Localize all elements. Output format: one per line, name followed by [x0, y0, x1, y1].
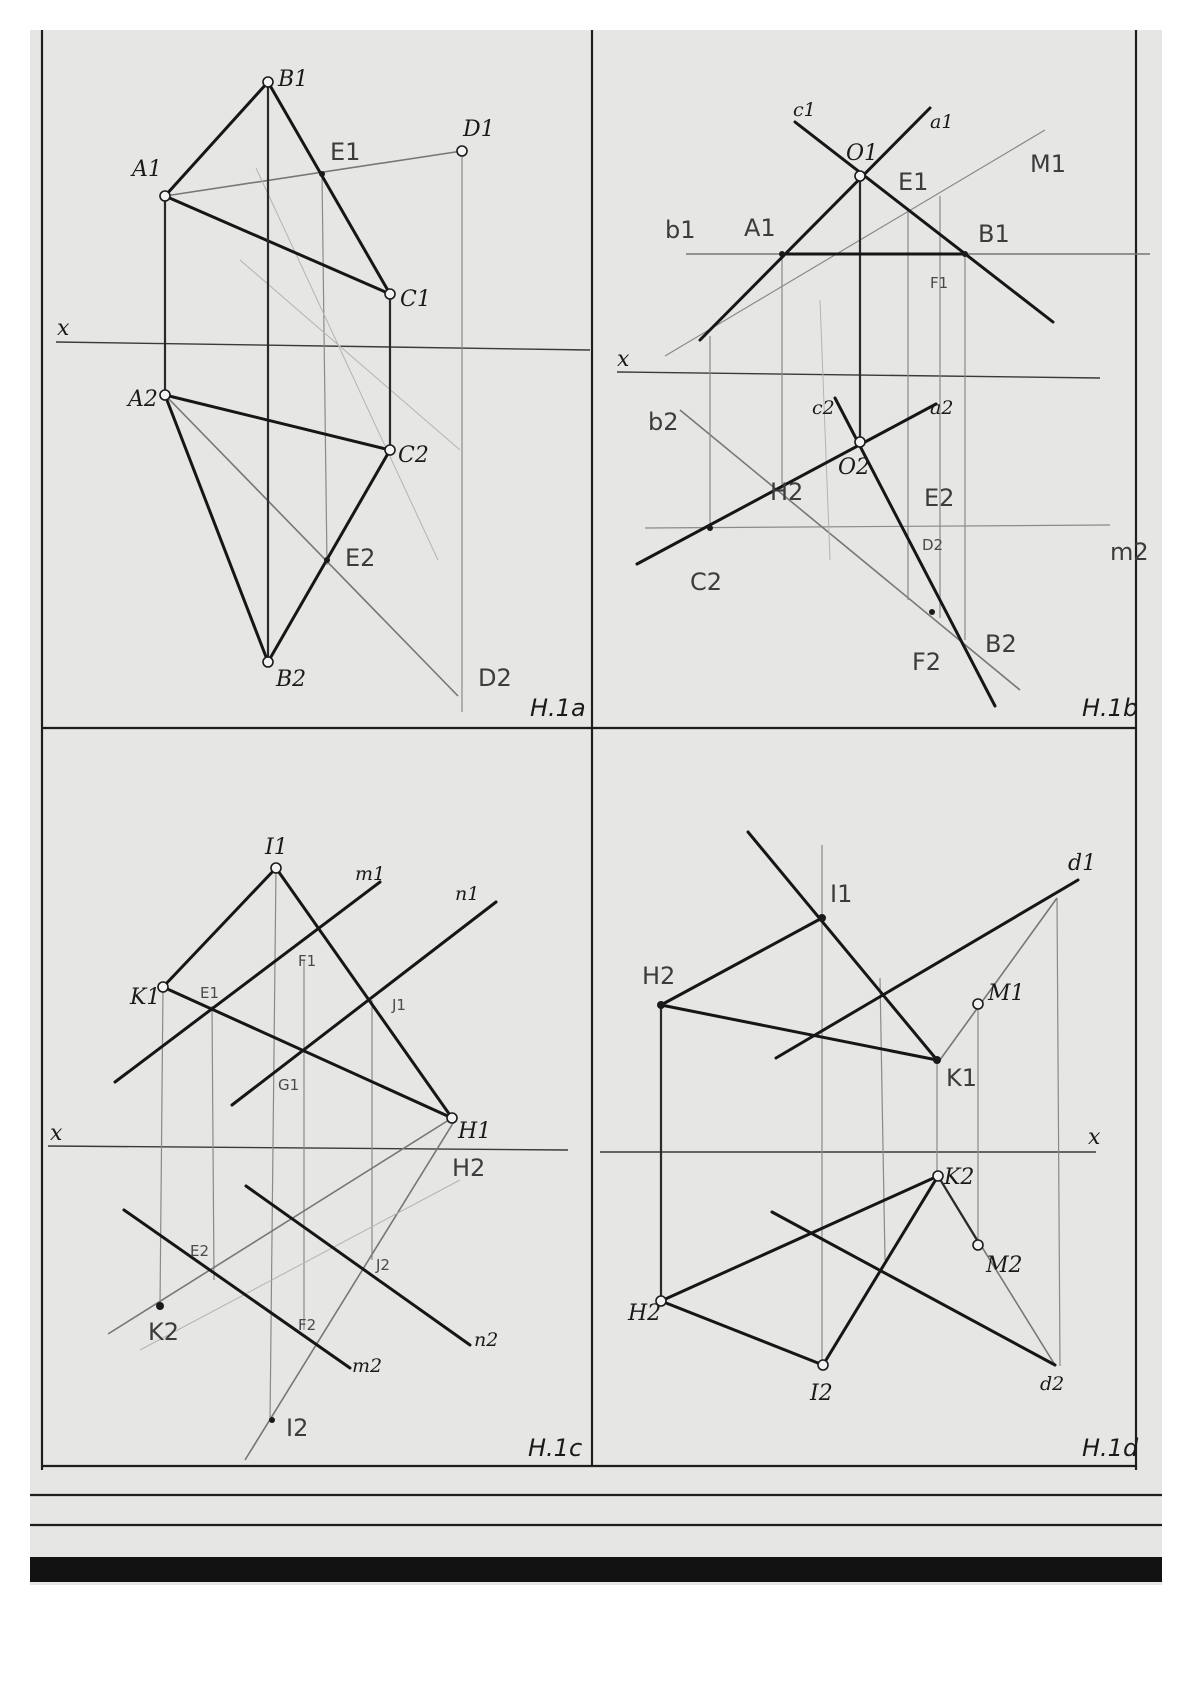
label-H2p-1d: H2 [628, 1301, 662, 1326]
label-m2-1c: m2 [352, 1355, 383, 1377]
handlabel-D2-1a: D2 [478, 664, 512, 692]
label-m1-1c: m1 [355, 863, 386, 885]
panel-label-1c: H.1c [528, 1434, 583, 1462]
label-c2-1b: c2 [812, 397, 835, 419]
label-I1-1c: I1 [265, 835, 288, 860]
label-B1-1a: B1 [278, 67, 309, 92]
label-a1-1b: a1 [930, 111, 954, 133]
label-I2-1d: I2 [810, 1381, 833, 1406]
label-A1-1a: A1 [132, 157, 162, 182]
handlabel-E1-1a: E1 [330, 138, 361, 166]
axis-label-1c: x [50, 1121, 63, 1146]
table-edge [30, 1557, 1162, 1582]
handlabel-J1-1c: J1 [392, 996, 406, 1014]
label-B2-1a: B2 [276, 667, 307, 692]
label-d2-1d: d2 [1040, 1373, 1065, 1395]
handlabel-b2-1b: b2 [648, 408, 679, 436]
label-C1-1a: C1 [400, 287, 431, 312]
handlabel-K1-1d: K1 [946, 1064, 978, 1092]
handlabel-F2-1c: F2 [298, 1316, 317, 1334]
axis-label-1a: x [57, 316, 70, 341]
label-C2-1a: C2 [398, 443, 429, 468]
label-M2-1d: M2 [986, 1253, 1023, 1278]
handlabel-I2-1c: I2 [286, 1414, 309, 1442]
label-H1-1c: H1 [458, 1119, 492, 1144]
panel-label-1b: H.1b [1082, 694, 1139, 722]
handlabel-I1-1d: I1 [830, 880, 853, 908]
handlabel-H2-1b: H2 [770, 478, 804, 506]
label-K2-1d: K2 [944, 1165, 975, 1190]
handlabel-E2-1a: E2 [345, 544, 376, 572]
handlabel-m2-1b: m2 [1110, 538, 1149, 566]
handlabel-F1-1c: F1 [298, 952, 317, 970]
label-K1-1c: K1 [130, 985, 161, 1010]
handlabel-C2-1b: C2 [690, 568, 723, 596]
label-O2-1b: O2 [838, 455, 871, 480]
handlabel-F2-1b: F2 [912, 648, 942, 676]
handlabel-H2-1d: H2 [642, 962, 676, 990]
handlabel-D2-1b: D2 [922, 536, 944, 554]
handlabel-B2-1b: B2 [985, 630, 1017, 658]
handlabel-K2-1c: K2 [148, 1318, 180, 1346]
handlabel-G1-1c: G1 [278, 1076, 300, 1094]
label-d1-1d: d1 [1068, 851, 1097, 876]
label-D1-1a: D1 [463, 117, 495, 142]
panel-label-1a: H.1a [530, 694, 586, 722]
label-M1-1d: M1 [988, 981, 1025, 1006]
handlabel-B1-1b: B1 [978, 220, 1010, 248]
label-O1-1b: O1 [846, 141, 879, 166]
label-a2-1b: a2 [930, 397, 954, 419]
handlabel-H2-1c: H2 [452, 1154, 486, 1182]
handlabel-A1-1b: A1 [744, 214, 776, 242]
label-n1-1c: n1 [455, 883, 480, 905]
paper-surface [30, 30, 1162, 1585]
handlabel-E2-1c: E2 [190, 1242, 210, 1260]
label-c1-1b: c1 [793, 99, 816, 121]
axis-label-1b: x [617, 347, 630, 372]
axis-label-1d: x [1088, 1125, 1101, 1150]
handlabel-E1-1c: E1 [200, 984, 220, 1002]
handlabel-E1-1b: E1 [898, 168, 929, 196]
handlabel-F1-1b: F1 [930, 274, 949, 292]
label-A2-1a: A2 [128, 387, 158, 412]
handlabel-b1-1b: b1 [665, 216, 696, 244]
panel-label-1d: H.1d [1082, 1434, 1139, 1462]
handlabel-J2-1c: J2 [376, 1256, 390, 1274]
handlabel-M1-1b: M1 [1030, 150, 1066, 178]
handlabel-E2-1b: E2 [924, 484, 955, 512]
label-n2-1c: n2 [474, 1329, 499, 1351]
